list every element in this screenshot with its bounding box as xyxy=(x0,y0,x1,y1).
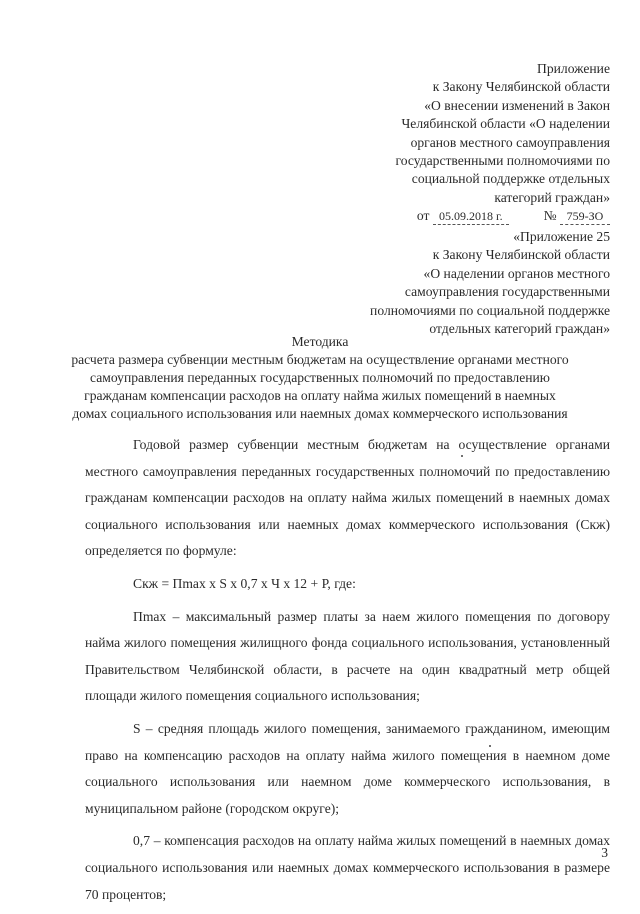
paragraph-formula: Скж = Пmax x S x 0,7 x Ч x 12 + Р, где: xyxy=(133,575,356,591)
appendix-line: категорий граждан» xyxy=(494,189,610,205)
scan-speck xyxy=(489,745,491,747)
law-date-number-line xyxy=(396,207,610,225)
paragraph-intro: Годовой размер субвенции местным бюджетам на осуществление органами местного самоуправления переданных государственных полномочий по предоставлению гражданам компенсации расходов на оплату найма жилых помещений в наемных домах социального использования или наемных домах коммерческого использования (Скж) определяется по формуле: xyxy=(85,437,610,559)
paragraph-s: S – средняя площадь жилого помещения, занимаемого гражданином, имеющим право на компенсацию расходов на оплату найма жилого помещения в наемном доме социального использования или наемном доме коммерческого использования, в муниципальном районе (городском округе); xyxy=(85,720,610,816)
subtitle-line: гражданам компенсации расходов на оплату найма жилых помещений в наемных xyxy=(84,388,556,403)
law-number: 759-ЗО xyxy=(560,209,610,225)
appendix-line: государственными полномочиями по xyxy=(395,153,610,169)
appendix-line: самоуправления государственными xyxy=(404,284,610,300)
subtitle-line: домах социального использования или наемных домах коммерческого использования xyxy=(72,406,568,421)
number-sign: № xyxy=(543,208,557,224)
appendix-line: отдельных категорий граждан» xyxy=(429,321,610,337)
appendix-line: «О наделении органов местного xyxy=(423,265,610,281)
methodology-heading xyxy=(71,333,569,421)
appendix-25-header xyxy=(370,228,610,338)
appendix-line: социальной поддержке отдельных xyxy=(411,171,610,187)
scan-speck xyxy=(461,455,463,457)
appendix-line: к Закону Челябинской области xyxy=(432,247,610,263)
paragraph-coefficient: 0,7 – компенсация расходов на оплату найма жилых помещений в наемных домах социального использования или наемных домах коммерческого использования в размере 70 процентов; xyxy=(85,833,610,902)
appendix-line: Челябинской области «О наделении xyxy=(401,116,610,132)
document-body xyxy=(85,432,610,914)
appendix-line: полномочиями по социальной поддержке xyxy=(370,302,610,318)
appendix-line: Приложение xyxy=(537,61,610,76)
appendix-line: к Закону Челябинской области xyxy=(432,79,610,95)
methodology-title: Методика xyxy=(291,334,349,349)
date-prefix: от xyxy=(416,208,430,224)
paragraph-pmax: Пmax – максимальный размер платы за наем жилого помещения по договору найма жилого помещения жилищного фонда социального использования, установленный Правительством Челябинской области, в расчете на один квадратный метр общей площади жилого помещения социального использования; xyxy=(85,608,610,704)
subtitle-line: самоуправления переданных государственных полномочий по предоставлению xyxy=(90,370,550,385)
appendix-line: «Приложение 25 xyxy=(513,229,610,244)
page-number: 3 xyxy=(601,845,608,860)
methodology-subtitle xyxy=(40,351,600,423)
subtitle-line: расчета размера субвенции местным бюджетам на осуществление органами местного xyxy=(71,352,569,367)
law-date: 05.09.2018 г. xyxy=(433,209,509,225)
appendix-line: органов местного самоуправления xyxy=(410,134,610,150)
appendix-law-header xyxy=(396,60,610,226)
appendix-line: «О внесении изменений в Закон xyxy=(424,97,610,113)
